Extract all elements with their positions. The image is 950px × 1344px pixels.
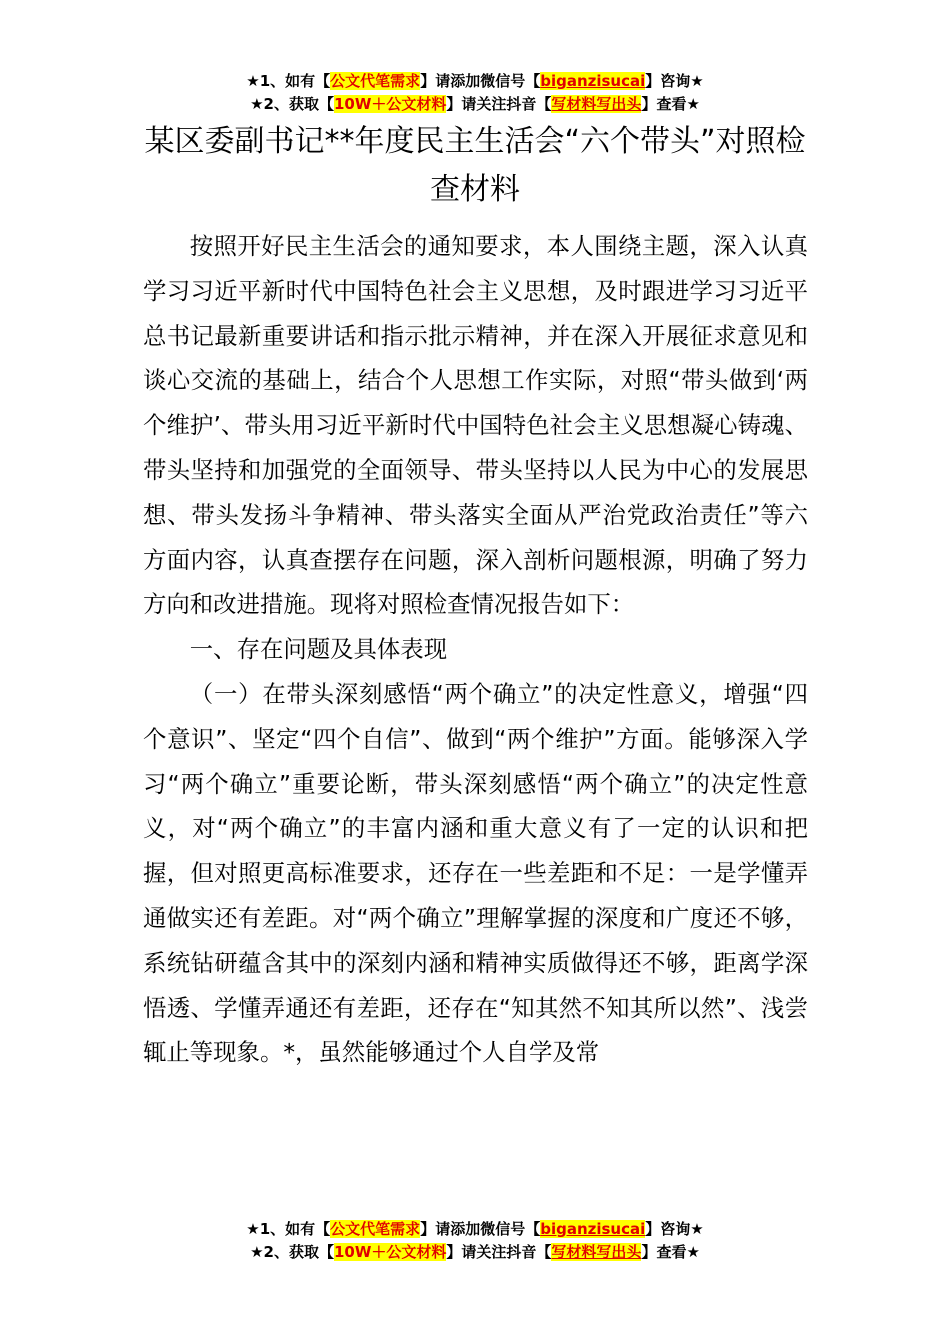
banner-text: 】咨询★ bbox=[645, 72, 704, 90]
section-heading: 一、存在问题及具体表现 bbox=[189, 635, 448, 664]
banner-line-1 bbox=[0, 1218, 950, 1241]
bottom-banner bbox=[0, 1218, 950, 1264]
banner-text: 】请关注抖音【 bbox=[446, 95, 552, 113]
douyin-highlight: 写材料写出头 bbox=[551, 1243, 642, 1261]
banner-text: ★2、获取【 bbox=[250, 95, 334, 113]
banner-text: ★2、获取【 bbox=[250, 1243, 334, 1261]
banner-highlight: 10W＋公文材料 bbox=[333, 95, 447, 113]
document-title: 某区委副书记**年度民主生活会“六个带头”对照检查材料 bbox=[144, 124, 806, 207]
banner-text: ★1、如有【 bbox=[246, 72, 331, 90]
wechat-id-highlight: biganzisucai bbox=[540, 72, 646, 90]
banner-text: ★1、如有【 bbox=[246, 1220, 331, 1238]
banner-text: 】查看★ bbox=[641, 95, 700, 113]
intro-paragraph: 按照开好民主生活会的通知要求，本人围绕主题，深入认真学习习近平新时代中国特色社会主义思想，及时跟进学习习近平总书记最新重要讲话和指示批示精神，并在深入开展征求意见和谈心交流的基础上，结合个人思想工作实际，对照“带头做到‘两个维护’、带头用习近平新时代中国特色社会主义思想凝心铸魂、带头坚持和加强党的全面领导、带头坚持以人民为中心的发展思想、带头发扬斗争精神、带头落实全面从严治党政治责任”等六方面内容，认真查摆存在问题，深入剖析问题根源，明确了努力方向和改进措施。现将对照检查情况报告如下： bbox=[143, 232, 808, 619]
wechat-id-highlight: biganzisucai bbox=[540, 1220, 646, 1238]
document-body bbox=[143, 224, 808, 1075]
douyin-highlight: 写材料写出头 bbox=[551, 95, 642, 113]
banner-line-2 bbox=[0, 1241, 950, 1264]
banner-highlight: 10W＋公文材料 bbox=[333, 1243, 447, 1261]
banner-line-1 bbox=[0, 70, 950, 93]
banner-highlight: 公文代笔需求 bbox=[330, 72, 421, 90]
banner-text: 】请关注抖音【 bbox=[446, 1243, 552, 1261]
banner-highlight: 公文代笔需求 bbox=[330, 1220, 421, 1238]
banner-text: 】请添加微信号【 bbox=[420, 72, 541, 90]
banner-text: 】查看★ bbox=[641, 1243, 700, 1261]
banner-line-2 bbox=[0, 93, 950, 116]
top-banner bbox=[0, 70, 950, 116]
banner-text: 】请添加微信号【 bbox=[420, 1220, 541, 1238]
subsection-paragraph: （一）在带头深刻感悟“两个确立”的决定性意义，增强“四个意识”、坚定“四个自信”、做到“两个维护”方面。能够深入学习“两个确立”重要论断，带头深刻感悟“两个确立”的决定性意义，对“两个确立”的丰富内涵和重大意义有了一定的认识和把握，但对照更高标准要求，还存在一些差距和不足：一是学懂弄通做实还有差距。对“两个确立”理解掌握的深度和广度还不够，系统钻研蕴含其中的深刻内涵和精神实质做得还不够，距离学深悟透、学懂弄通还有差距，还存在“知其然不知其所以然”、浅尝辄止等现象。*，虽然能够通过个人自学及常 bbox=[143, 679, 808, 1067]
banner-text: 】咨询★ bbox=[645, 1220, 704, 1238]
